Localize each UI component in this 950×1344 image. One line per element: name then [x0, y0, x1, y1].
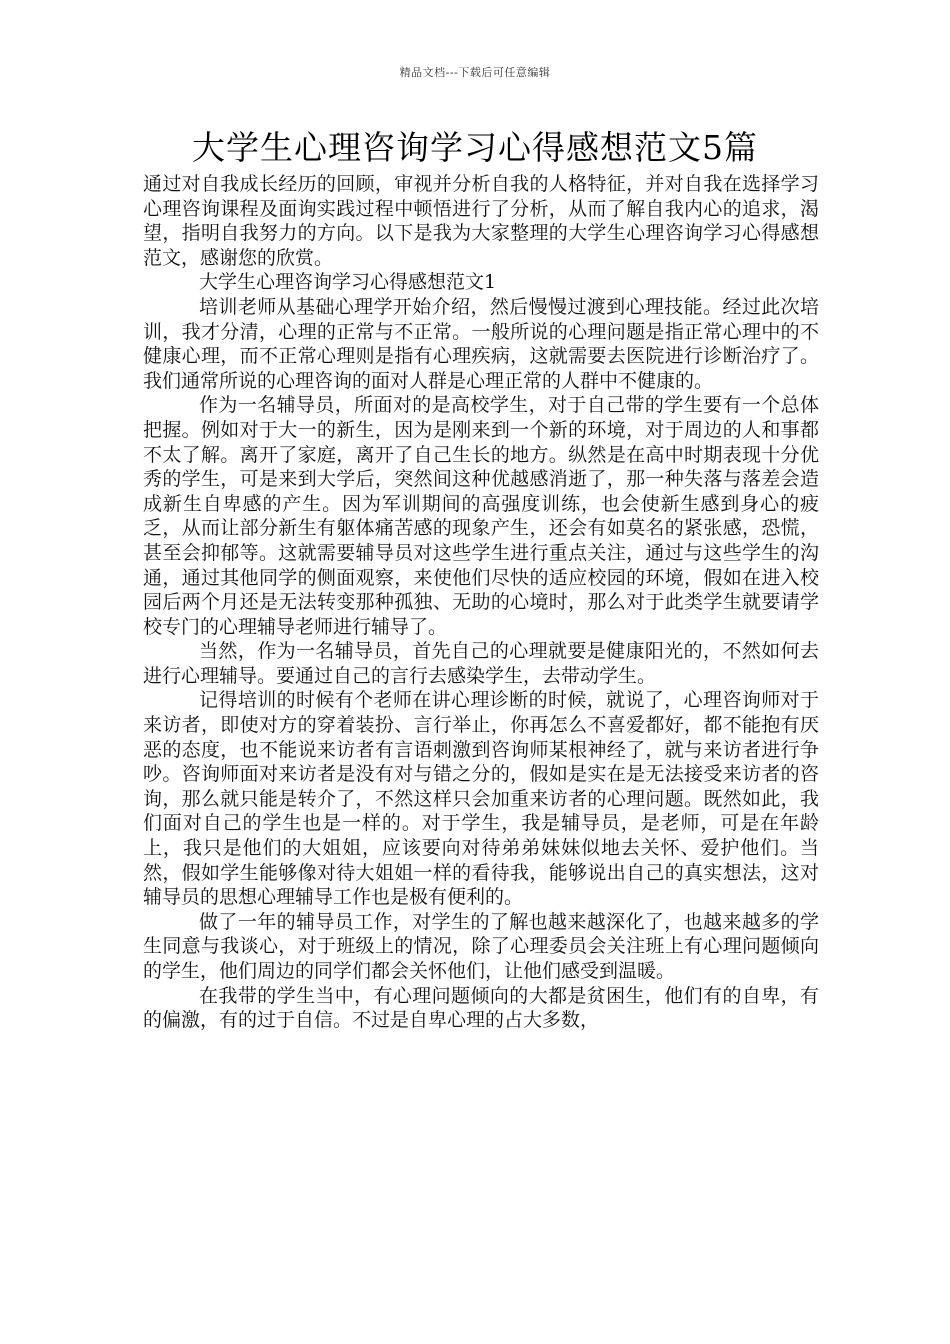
paragraph-2: 作为一名辅导员，所面对的是高校学生，对于自己带的学生要有一个总体把握。例如对于大一的新生，因为是刚来到一个新的环境，对于周边的人和事都不太了解。离开了家庭，离开了自己生长的地方。纵然是在高中时期表现十分优秀的学生，可是来到大学后，突然间这种优越感消逝了，那一种失落与落差会造成新生自卑感的产生。因为军训期间的高强度训练，也会使新生感到身心的疲乏，从而让部分新生有躯体痛苦感的现象产生，还会有如莫名的紧张感，恐慌，甚至会抑郁等。这就需要辅导员对这些学生进行重点关注，通过与这些学生的沟通，通过其他同学的侧面观察，来使他们尽快的适应校园的环境，假如在进入校园后两个月还是无法转变那种孤独、无助的心境时，那么对于此类学生就要请学校专门的心理辅导老师进行辅导了。 [143, 394, 819, 638]
section-title: 大学生心理咨询学习心得感想范文1 [199, 271, 497, 294]
document-title: 大学生心理咨询学习心得感想范文5篇 [192, 128, 758, 167]
header-note: 精品文档---下载后可任意编辑 [399, 66, 551, 79]
paragraph-5: 做了一年的辅导员工作，对学生的了解也越来越深化了，也越来越多的学生同意与我谈心，对于班级上的情况，除了心理委员会关注班上有心理问题倾向的学生，他们周边的同学们都会关怀他们，让他们感受到温暖。 [143, 910, 819, 982]
paragraph-3: 当然，作为一名辅导员，首先自己的心理就要是健康阳光的，不然如何去进行心理辅导。要通过自己的言行去感染学生，去带动学生。 [143, 640, 819, 687]
paragraph-4: 记得培训的时候有个老师在讲心理诊断的时候，就说了，心理咨询师对于来访者，即使对方的穿着装扮、言行举止，你再怎么不喜爱都好，都不能抱有厌恶的态度，也不能说来访者有言语刺激到咨询师某根神经了，就与来访者进行争吵。咨询师面对来访者是没有对与错之分的，假如是实在是无法接受来访者的咨询，那么就只能是转介了，不然这样只会加重来访者的心理问题。既然如此，我们面对自己的学生也是一样的。对于学生，我是辅导员，是老师，可是在年龄上，我只是他们的大姐姐，应该要向对待弟弟妹妹似地去关怀、爱护他们。当然，假如学生能够像对待大姐姐一样的看待我，能够说出自己的真实想法，这对辅导员的思想心理辅导工作也是极有便利的。 [143, 689, 819, 909]
paragraph-1: 培训老师从基础心理学开始介绍，然后慢慢过渡到心理技能。经过此次培训，我才分清，心理的正常与不正常。一般所说的心理问题是指正常心理中的不健康心理，而不正常心理则是指有心理疾病，这就需要去医院进行诊断治疗了。我们通常所说的心理咨询的面对人群是心理正常的人群中不健康的。 [143, 295, 819, 392]
paragraph-6: 在我带的学生当中，有心理问题倾向的大都是贫困生，他们有的自卑，有的偏激，有的过于自信。不过是自卑心理的占大多数， [143, 984, 819, 1032]
intro-paragraph: 通过对自我成长经历的回顾，审视并分析自我的人格特征，并对自我在选择学习心理咨询课程及面询实践过程中顿悟进行了分析，从而了解自我内心的追求，渴望，指明自我努力的方向。以下是我为大家整理的大学生心理咨询学习心得感想范文，感谢您的欣赏。 [143, 173, 819, 269]
document-body [143, 172, 819, 1033]
